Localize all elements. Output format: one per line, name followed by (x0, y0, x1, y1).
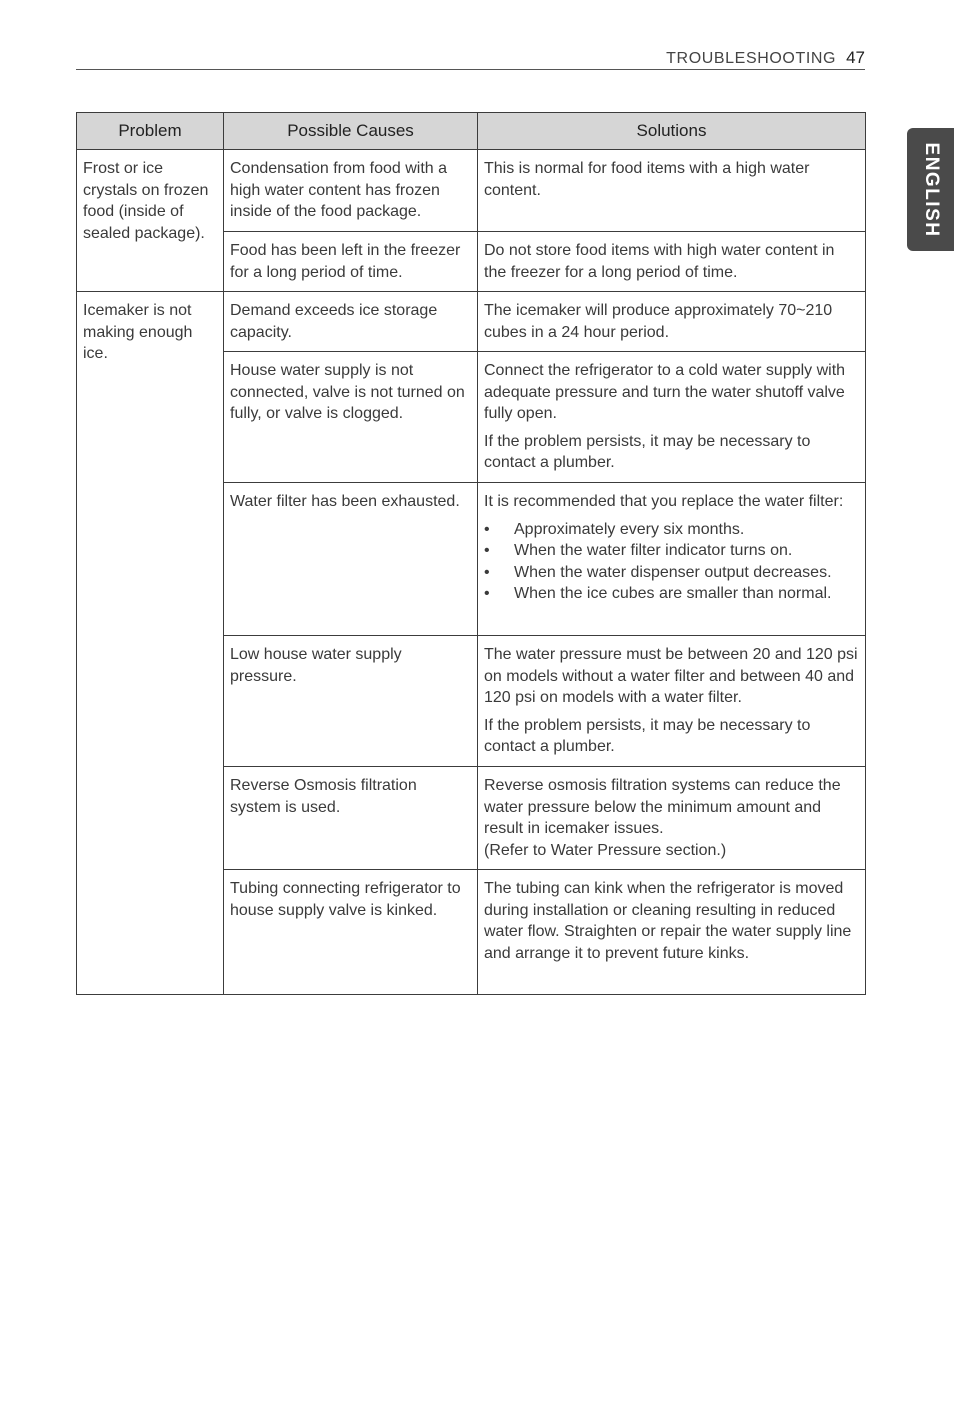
solution-cell (478, 150, 866, 232)
table-header-row (77, 113, 866, 150)
problem-cell: Frost or ice crystals on frozen food (inside of sealed package). (77, 150, 224, 292)
solution-text: This is normal for food items with a high water content. (484, 160, 810, 199)
language-tab (907, 128, 954, 251)
language-tab-label: ENGLISH (920, 142, 942, 237)
table-row (77, 292, 866, 352)
solution-cell (478, 767, 866, 870)
solution-cell (478, 870, 866, 995)
column-header-solutions: Solutions (478, 113, 866, 150)
list-item: • When the ice cubes are smaller than normal. (484, 583, 859, 605)
column-header-causes: Possible Causes (224, 113, 478, 150)
troubleshooting-table (76, 112, 866, 995)
solution-cell (478, 232, 866, 292)
solution-cell (478, 483, 866, 636)
section-title: TROUBLESHOOTING (666, 50, 837, 67)
solution-text: Connect the refrigerator to a cold water supply with adequate pressure and turn the water shutoff valve fully open. (484, 362, 846, 422)
page-number: 47 (846, 48, 865, 67)
cause-cell: Condensation from food with a high water content has frozen inside of the food package. (224, 150, 478, 232)
solution-cell (478, 352, 866, 483)
header-text (666, 48, 865, 68)
solution-text: Reverse osmosis filtration systems can reduce the water pressure below the minimum amount and result in icemaker issues. (484, 777, 841, 837)
page-header (76, 46, 865, 70)
problem-cell: Icemaker is not making enough ice. (77, 292, 224, 995)
solution-text: If the problem persists, it may be necessary to contact a plumber. (484, 432, 811, 471)
column-header-problem: Problem (77, 113, 224, 150)
solution-text: The icemaker will produce approximately 70~210 cubes in a 24 hour period. (484, 302, 833, 341)
cause-cell: Low house water supply pressure. (224, 636, 478, 767)
table-row (77, 150, 866, 232)
solution-text: It is recommended that you replace the water filter: (484, 493, 844, 510)
solution-cell (478, 292, 866, 352)
solution-text: If the problem persists, it may be necessary to contact a plumber. (484, 716, 811, 755)
cause-cell: Reverse Osmosis filtration system is used. (224, 767, 478, 870)
solution-text: (Refer to Water Pressure section.) (484, 841, 727, 859)
solution-bullet-list (484, 519, 859, 605)
cause-cell: Demand exceeds ice storage capacity. (224, 292, 478, 352)
list-item: • When the water dispenser output decreases. (484, 562, 859, 584)
solution-text: Do not store food items with high water content in the freezer for a long period of time. (484, 242, 835, 281)
cause-cell: Tubing connecting refrigerator to house supply valve is kinked. (224, 870, 478, 995)
solution-text: The water pressure must be between 20 and 120 psi on models without a water filter and between 40 and 120 psi on models with a water filter. (484, 646, 858, 706)
list-item: • Approximately every six months. (484, 519, 859, 541)
solution-text: The tubing can kink when the refrigerator is moved during installation or cleaning resulting in reduced water flow. Straighten or repair the water supply line and arrange it to prevent future kinks. (484, 880, 852, 962)
cause-cell: House water supply is not connected, valve is not turned on fully, or valve is clogged. (224, 352, 478, 483)
solution-cell (478, 636, 866, 767)
cause-cell: Water filter has been exhausted. (224, 483, 478, 636)
list-item: • When the water filter indicator turns on. (484, 540, 859, 562)
cause-cell: Food has been left in the freezer for a long period of time. (224, 232, 478, 292)
